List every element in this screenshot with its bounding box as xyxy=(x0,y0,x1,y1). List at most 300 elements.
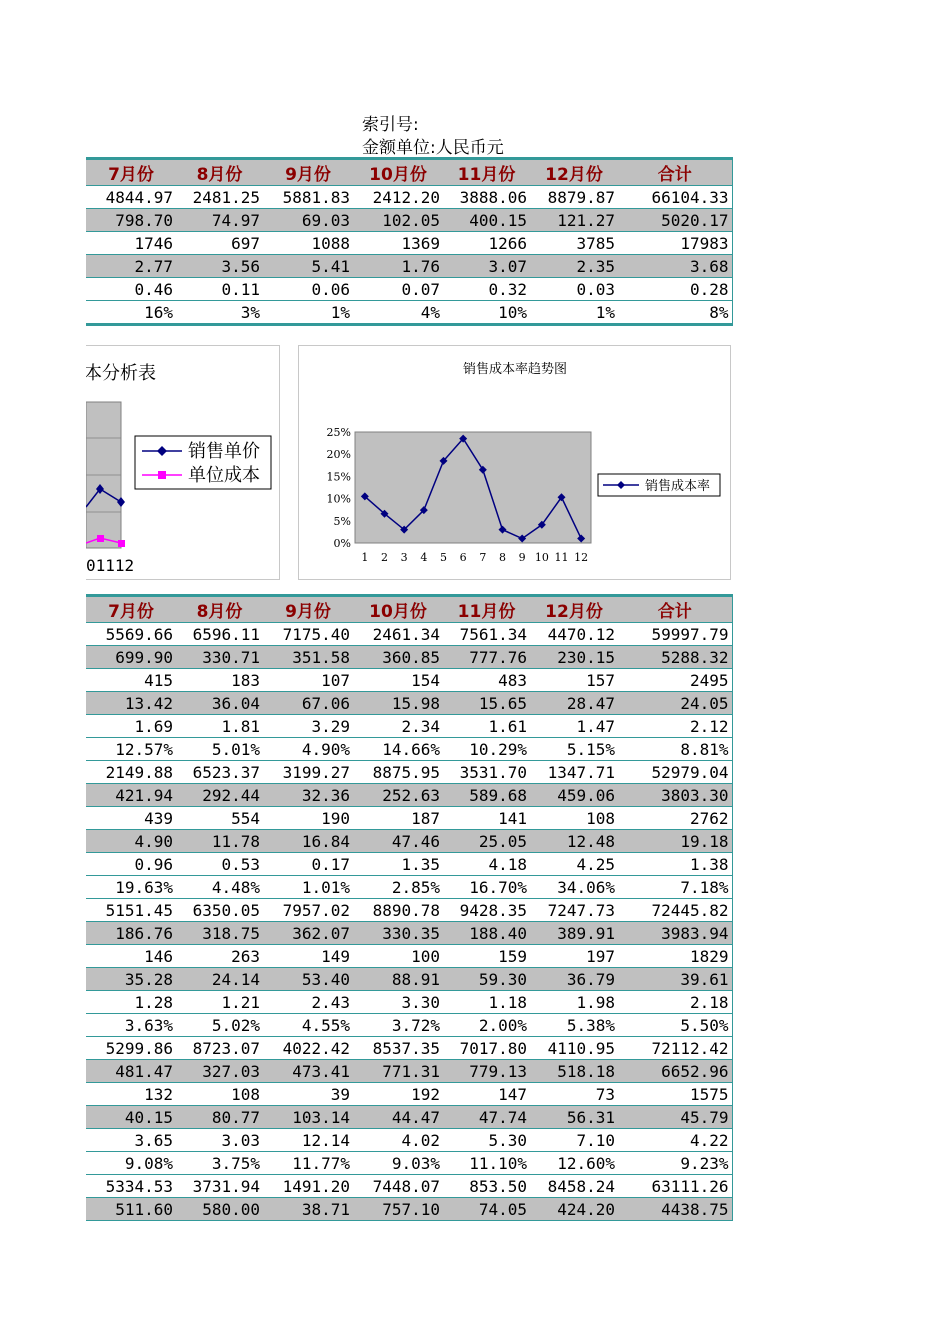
table-cell[interactable]: 149 xyxy=(263,945,353,968)
table-cell[interactable]: 36.79 xyxy=(530,968,618,991)
table-cell[interactable]: 12.60% xyxy=(530,1152,618,1175)
table-cell[interactable]: 146 xyxy=(86,945,176,968)
table-cell[interactable]: 45.79 xyxy=(618,1106,732,1129)
table-cell[interactable]: 9.08% xyxy=(86,1152,176,1175)
table-cell[interactable]: 197 xyxy=(530,945,618,968)
table-cell[interactable]: 3.75% xyxy=(176,1152,263,1175)
table-cell[interactable]: 3785 xyxy=(530,232,618,255)
table-cell[interactable]: 1.38 xyxy=(618,853,732,876)
table-cell[interactable]: 39.61 xyxy=(618,968,732,991)
column-header: 11月份 xyxy=(443,159,530,186)
table-cell[interactable]: 5288.32 xyxy=(618,646,732,669)
table-cell[interactable]: 5334.53 xyxy=(86,1175,176,1198)
table-cell[interactable]: 187 xyxy=(353,807,443,830)
table-cell[interactable]: 5.15% xyxy=(530,738,618,761)
table-cell[interactable]: 1% xyxy=(530,301,618,325)
cost-point-11 xyxy=(97,535,104,542)
table-cell[interactable]: 2412.20 xyxy=(353,186,443,209)
column-header: 9月份 xyxy=(263,596,353,623)
table-cell[interactable]: 8% xyxy=(618,301,732,325)
table-cell[interactable]: 5.02% xyxy=(176,1014,263,1037)
table-cell[interactable]: 183 xyxy=(176,669,263,692)
table-cell[interactable]: 4% xyxy=(353,301,443,325)
table-cell[interactable]: 2495 xyxy=(618,669,732,692)
table-cell[interactable]: 4022.42 xyxy=(263,1037,353,1060)
currency-unit-label: 金额单位:人民币元 xyxy=(362,138,504,158)
table-cell[interactable]: 3531.70 xyxy=(443,761,530,784)
table-cell[interactable]: 6350.05 xyxy=(176,899,263,922)
table-row xyxy=(86,738,732,761)
table-cell[interactable]: 190 xyxy=(263,807,353,830)
y-tick-label: 0% xyxy=(333,537,351,550)
table-cell[interactable]: 1491.20 xyxy=(263,1175,353,1198)
y-tick-label: 5% xyxy=(333,514,351,528)
table-cell[interactable]: 3.56 xyxy=(176,255,263,278)
table-cell[interactable]: 52979.04 xyxy=(618,761,732,784)
table-row xyxy=(86,209,732,232)
price-cost-chart[interactable] xyxy=(86,345,280,580)
table-cell[interactable]: 3.63% xyxy=(86,1014,176,1037)
table-cell[interactable]: 34.06% xyxy=(530,876,618,899)
x-tick-label: 7 xyxy=(479,551,487,564)
table-cell[interactable]: 108 xyxy=(530,807,618,830)
table-row xyxy=(86,899,732,922)
table-cell[interactable]: 8723.07 xyxy=(176,1037,263,1060)
table-cell[interactable]: 8879.87 xyxy=(530,186,618,209)
table-row xyxy=(86,1106,732,1129)
y-tick-label: 20% xyxy=(326,448,351,462)
table-cell[interactable]: 73 xyxy=(530,1083,618,1106)
table-cell[interactable]: 72445.82 xyxy=(618,899,732,922)
column-header: 11月份 xyxy=(443,596,530,623)
price-cost-chart-title: 本分析表 xyxy=(86,363,156,384)
table-cell[interactable]: 1347.71 xyxy=(530,761,618,784)
table-cell[interactable]: 7.10 xyxy=(530,1129,618,1152)
table-cell[interactable]: 141 xyxy=(443,807,530,830)
column-header: 9月份 xyxy=(263,159,353,186)
table-cell[interactable]: 327.03 xyxy=(176,1060,263,1083)
cost-rate-plot-area xyxy=(355,432,591,543)
table-cell[interactable]: 19.63% xyxy=(86,876,176,899)
table-cell[interactable]: 36.04 xyxy=(176,692,263,715)
table-cell[interactable]: 1.28 xyxy=(86,991,176,1014)
table-cell[interactable]: 3888.06 xyxy=(443,186,530,209)
table-cell[interactable]: 1575 xyxy=(618,1083,732,1106)
table-cell[interactable]: 589.68 xyxy=(443,784,530,807)
table-cell[interactable]: 63111.26 xyxy=(618,1175,732,1198)
table-cell[interactable]: 1369 xyxy=(353,232,443,255)
table-cell[interactable]: 4110.95 xyxy=(530,1037,618,1060)
table-cell[interactable]: 15.98 xyxy=(353,692,443,715)
table-cell[interactable]: 9.03% xyxy=(353,1152,443,1175)
table-header-row xyxy=(86,596,732,623)
x-tick-label: 10 xyxy=(534,551,549,564)
table-cell[interactable]: 4.90 xyxy=(86,830,176,853)
table-row xyxy=(86,945,732,968)
table-cell[interactable]: 14.66% xyxy=(353,738,443,761)
table-cell[interactable]: 3199.27 xyxy=(263,761,353,784)
table-cell[interactable]: 3.07 xyxy=(443,255,530,278)
monthly-detail-table xyxy=(86,594,733,1221)
y-tick-label: 25% xyxy=(326,426,351,439)
table-cell[interactable]: 12.57% xyxy=(86,738,176,761)
table-row xyxy=(86,646,732,669)
table-cell[interactable]: 415 xyxy=(86,669,176,692)
table-cell[interactable]: 2.85% xyxy=(353,876,443,899)
table-cell[interactable]: 330.71 xyxy=(176,646,263,669)
table-row xyxy=(86,853,732,876)
table-cell[interactable]: 5.01% xyxy=(176,738,263,761)
table-cell[interactable]: 5151.45 xyxy=(86,899,176,922)
table-cell[interactable]: 697 xyxy=(176,232,263,255)
table-cell[interactable]: 459.06 xyxy=(530,784,618,807)
table-row xyxy=(86,784,732,807)
table-cell[interactable]: 699.90 xyxy=(86,646,176,669)
x-tick-label: 9 xyxy=(518,551,526,564)
table-cell[interactable]: 0.28 xyxy=(618,278,732,301)
table-cell[interactable]: 1.61 xyxy=(443,715,530,738)
table-cell[interactable]: 2481.25 xyxy=(176,186,263,209)
table-row xyxy=(86,922,732,945)
table-cell[interactable]: 9.23% xyxy=(618,1152,732,1175)
legend-label-cost: 单位成本 xyxy=(188,465,260,486)
table-cell[interactable]: 159 xyxy=(443,945,530,968)
table-row xyxy=(86,692,732,715)
table-cell[interactable]: 777.76 xyxy=(443,646,530,669)
table-cell[interactable]: 11.10% xyxy=(443,1152,530,1175)
table-row xyxy=(86,991,732,1014)
table-cell[interactable]: 2.35 xyxy=(530,255,618,278)
table-cell[interactable]: 24.05 xyxy=(618,692,732,715)
table-cell[interactable]: 16.70% xyxy=(443,876,530,899)
table-cell[interactable]: 3731.94 xyxy=(176,1175,263,1198)
table-cell[interactable]: 0.46 xyxy=(86,278,176,301)
table-row xyxy=(86,807,732,830)
table-cell[interactable]: 330.35 xyxy=(353,922,443,945)
table-cell[interactable]: 67.06 xyxy=(263,692,353,715)
table-cell[interactable]: 0.07 xyxy=(353,278,443,301)
table-cell[interactable]: 7247.73 xyxy=(530,899,618,922)
table-cell[interactable]: 2.34 xyxy=(353,715,443,738)
table-cell[interactable]: 230.15 xyxy=(530,646,618,669)
index-number-label: 索引号: xyxy=(362,115,419,135)
table-cell[interactable]: 59997.79 xyxy=(618,623,732,646)
table-cell[interactable]: 483 xyxy=(443,669,530,692)
table-cell[interactable]: 252.63 xyxy=(353,784,443,807)
table-cell[interactable]: 580.00 xyxy=(176,1198,263,1221)
table-cell[interactable]: 44.47 xyxy=(353,1106,443,1129)
table-row xyxy=(86,1198,732,1221)
table-row xyxy=(86,1083,732,1106)
column-header: 12月份 xyxy=(530,596,618,623)
table-cell[interactable]: 4.55% xyxy=(263,1014,353,1037)
x-tick-label: 12 xyxy=(574,551,589,564)
table-cell[interactable]: 400.15 xyxy=(443,209,530,232)
table-cell[interactable]: 360.85 xyxy=(353,646,443,669)
table-cell[interactable]: 424.20 xyxy=(530,1198,618,1221)
table-cell[interactable]: 4470.12 xyxy=(530,623,618,646)
table-cell[interactable]: 80.77 xyxy=(176,1106,263,1129)
table-cell[interactable]: 3.30 xyxy=(353,991,443,1014)
table-cell[interactable]: 389.91 xyxy=(530,922,618,945)
table-row xyxy=(86,761,732,784)
table-row xyxy=(86,876,732,899)
table-cell[interactable]: 4.22 xyxy=(618,1129,732,1152)
summary-table-top xyxy=(86,157,733,326)
table-cell[interactable]: 421.94 xyxy=(86,784,176,807)
table-cell[interactable]: 74.97 xyxy=(176,209,263,232)
table-cell[interactable]: 10% xyxy=(443,301,530,325)
legend-label-rate: 销售成本率 xyxy=(645,479,711,494)
table-cell[interactable]: 7175.40 xyxy=(263,623,353,646)
table-row xyxy=(86,968,732,991)
column-header: 7月份 xyxy=(86,159,176,186)
table-row xyxy=(86,1152,732,1175)
table-cell[interactable]: 47.46 xyxy=(353,830,443,853)
table-cell[interactable]: 74.05 xyxy=(443,1198,530,1221)
table-cell[interactable]: 7957.02 xyxy=(263,899,353,922)
table-row xyxy=(86,1175,732,1198)
table-cell[interactable]: 66104.33 xyxy=(618,186,732,209)
table-cell[interactable]: 1.76 xyxy=(353,255,443,278)
table-cell[interactable]: 102.05 xyxy=(353,209,443,232)
table-cell[interactable]: 53.40 xyxy=(263,968,353,991)
table-row xyxy=(86,278,732,301)
table-cell[interactable]: 1.21 xyxy=(176,991,263,1014)
table-cell[interactable]: 1.47 xyxy=(530,715,618,738)
table-cell[interactable]: 0.11 xyxy=(176,278,263,301)
table-cell[interactable]: 473.41 xyxy=(263,1060,353,1083)
table-cell[interactable]: 11.78 xyxy=(176,830,263,853)
table-cell[interactable]: 28.47 xyxy=(530,692,618,715)
table-cell[interactable]: 2.12 xyxy=(618,715,732,738)
table-row xyxy=(86,715,732,738)
table-header-row xyxy=(86,159,732,186)
table-cell[interactable]: 1.01% xyxy=(263,876,353,899)
table-cell[interactable]: 24.14 xyxy=(176,968,263,991)
table-cell[interactable]: 1.18 xyxy=(443,991,530,1014)
table-cell[interactable]: 1.98 xyxy=(530,991,618,1014)
table-cell[interactable]: 8875.95 xyxy=(353,761,443,784)
table-cell[interactable]: 554 xyxy=(176,807,263,830)
table-cell[interactable]: 40.15 xyxy=(86,1106,176,1129)
table-cell[interactable]: 6652.96 xyxy=(618,1060,732,1083)
legend-marker-cost xyxy=(158,471,166,479)
table-cell[interactable]: 2.77 xyxy=(86,255,176,278)
price-cost-chart-svg xyxy=(86,346,279,579)
table-cell[interactable]: 7017.80 xyxy=(443,1037,530,1060)
table-cell[interactable]: 35.28 xyxy=(86,968,176,991)
table-cell[interactable]: 121.27 xyxy=(530,209,618,232)
table-cell[interactable]: 38.71 xyxy=(263,1198,353,1221)
table-cell[interactable]: 2.18 xyxy=(618,991,732,1014)
table-cell[interactable]: 0.32 xyxy=(443,278,530,301)
table-cell[interactable]: 5881.83 xyxy=(263,186,353,209)
table-row xyxy=(86,255,732,278)
table-cell[interactable]: 10.29% xyxy=(443,738,530,761)
table-cell[interactable]: 518.18 xyxy=(530,1060,618,1083)
table-cell[interactable]: 32.36 xyxy=(263,784,353,807)
table-cell[interactable]: 12.48 xyxy=(530,830,618,853)
x-tick-label: 6 xyxy=(459,551,467,564)
table-cell[interactable]: 4.90% xyxy=(263,738,353,761)
table-cell[interactable]: 5020.17 xyxy=(618,209,732,232)
legend-label-price: 销售单价 xyxy=(188,441,260,462)
table-cell[interactable]: 0.53 xyxy=(176,853,263,876)
column-header: 12月份 xyxy=(530,159,618,186)
table-cell[interactable]: 2.00% xyxy=(443,1014,530,1037)
table-cell[interactable]: 3803.30 xyxy=(618,784,732,807)
table-cell[interactable]: 56.31 xyxy=(530,1106,618,1129)
table-cell[interactable]: 69.03 xyxy=(263,209,353,232)
x-tick-label: 4 xyxy=(420,551,428,564)
table-cell[interactable]: 5569.66 xyxy=(86,623,176,646)
table-cell[interactable]: 0.06 xyxy=(263,278,353,301)
table-cell[interactable]: 154 xyxy=(353,669,443,692)
table-cell[interactable]: 13.42 xyxy=(86,692,176,715)
table-cell[interactable]: 362.07 xyxy=(263,922,353,945)
table-cell[interactable]: 779.13 xyxy=(443,1060,530,1083)
table-cell[interactable]: 2762 xyxy=(618,807,732,830)
table-cell[interactable]: 8537.35 xyxy=(353,1037,443,1060)
table-cell[interactable]: 47.74 xyxy=(443,1106,530,1129)
table-cell[interactable]: 59.30 xyxy=(443,968,530,991)
table-cell[interactable]: 157 xyxy=(530,669,618,692)
x-tick-label: 1 xyxy=(361,551,369,564)
table-cell[interactable]: 7561.34 xyxy=(443,623,530,646)
table-cell[interactable]: 481.47 xyxy=(86,1060,176,1083)
table-cell[interactable]: 1266 xyxy=(443,232,530,255)
table-cell[interactable]: 11.77% xyxy=(263,1152,353,1175)
table-row xyxy=(86,1129,732,1152)
table-cell[interactable]: 3.29 xyxy=(263,715,353,738)
column-header: 8月份 xyxy=(176,159,263,186)
table-cell[interactable]: 0.17 xyxy=(263,853,353,876)
table-cell[interactable]: 511.60 xyxy=(86,1198,176,1221)
table-cell[interactable]: 107 xyxy=(263,669,353,692)
table-cell[interactable]: 798.70 xyxy=(86,209,176,232)
x-tick-label: 3 xyxy=(400,551,408,564)
table-cell[interactable]: 25.05 xyxy=(443,830,530,853)
table-cell[interactable]: 4.02 xyxy=(353,1129,443,1152)
table-cell[interactable]: 7448.07 xyxy=(353,1175,443,1198)
table-cell[interactable]: 3.65 xyxy=(86,1129,176,1152)
cost-rate-chart-title: 销售成本率趋势图 xyxy=(462,362,568,377)
table-cell[interactable]: 6523.37 xyxy=(176,761,263,784)
table-cell[interactable]: 5.41 xyxy=(263,255,353,278)
table-cell[interactable]: 3.68 xyxy=(618,255,732,278)
table-cell[interactable]: 3983.94 xyxy=(618,922,732,945)
table-cell[interactable]: 853.50 xyxy=(443,1175,530,1198)
table-cell[interactable]: 16% xyxy=(86,301,176,325)
column-header: 10月份 xyxy=(353,159,443,186)
table-row xyxy=(86,623,732,646)
table-cell[interactable]: 12.14 xyxy=(263,1129,353,1152)
table-cell[interactable]: 4.18 xyxy=(443,853,530,876)
table-cell[interactable]: 17983 xyxy=(618,232,732,255)
column-header: 7月份 xyxy=(86,596,176,623)
y-tick-label: 10% xyxy=(326,492,351,506)
table-cell[interactable]: 132 xyxy=(86,1083,176,1106)
table-cell[interactable]: 7.18% xyxy=(618,876,732,899)
table-cell[interactable]: 5299.86 xyxy=(86,1037,176,1060)
table-cell[interactable]: 5.50% xyxy=(618,1014,732,1037)
table-cell[interactable]: 4438.75 xyxy=(618,1198,732,1221)
table-cell[interactable]: 3.72% xyxy=(353,1014,443,1037)
table-row xyxy=(86,301,732,325)
table-cell[interactable]: 1% xyxy=(263,301,353,325)
table-cell[interactable]: 39 xyxy=(263,1083,353,1106)
table-row xyxy=(86,830,732,853)
table-row xyxy=(86,669,732,692)
table-row xyxy=(86,1014,732,1037)
table-cell[interactable]: 8.81% xyxy=(618,738,732,761)
table-cell[interactable]: 0.96 xyxy=(86,853,176,876)
y-tick-label: 15% xyxy=(326,470,351,484)
table-cell[interactable]: 439 xyxy=(86,807,176,830)
table-cell[interactable]: 263 xyxy=(176,945,263,968)
table-cell[interactable]: 3% xyxy=(176,301,263,325)
table-row xyxy=(86,1060,732,1083)
x-tick-label: 11 xyxy=(554,551,569,564)
table-cell[interactable]: 1.35 xyxy=(353,853,443,876)
table-cell[interactable]: 88.91 xyxy=(353,968,443,991)
table-cell[interactable]: 9428.35 xyxy=(443,899,530,922)
table-cell[interactable]: 1.81 xyxy=(176,715,263,738)
table-cell[interactable]: 100 xyxy=(353,945,443,968)
table-cell[interactable]: 1088 xyxy=(263,232,353,255)
table-cell[interactable]: 4.25 xyxy=(530,853,618,876)
table-cell[interactable]: 1.69 xyxy=(86,715,176,738)
x-tick-label: 5 xyxy=(440,551,447,564)
table-cell[interactable]: 6596.11 xyxy=(176,623,263,646)
table-cell[interactable]: 8890.78 xyxy=(353,899,443,922)
table-cell[interactable]: 186.76 xyxy=(86,922,176,945)
table-cell[interactable]: 192 xyxy=(353,1083,443,1106)
table-cell[interactable]: 15.65 xyxy=(443,692,530,715)
table-cell[interactable]: 188.40 xyxy=(443,922,530,945)
table-cell[interactable]: 103.14 xyxy=(263,1106,353,1129)
table-cell[interactable]: 757.10 xyxy=(353,1198,443,1221)
table-cell[interactable]: 4.48% xyxy=(176,876,263,899)
column-header: 合计 xyxy=(618,596,732,623)
table-cell[interactable]: 147 xyxy=(443,1083,530,1106)
table-cell[interactable]: 4844.97 xyxy=(86,186,176,209)
table-cell[interactable]: 72112.42 xyxy=(618,1037,732,1060)
table-cell[interactable]: 771.31 xyxy=(353,1060,443,1083)
table-cell[interactable]: 2149.88 xyxy=(86,761,176,784)
price-cost-x-ticks: 01112 xyxy=(86,556,135,575)
table-cell[interactable]: 0.03 xyxy=(530,278,618,301)
cost-rate-trend-chart[interactable] xyxy=(298,345,731,580)
x-tick-label: 8 xyxy=(499,551,506,564)
table-cell[interactable]: 1746 xyxy=(86,232,176,255)
table-cell[interactable]: 292.44 xyxy=(176,784,263,807)
table-cell[interactable]: 19.18 xyxy=(618,830,732,853)
table-cell[interactable]: 2461.34 xyxy=(353,623,443,646)
table-cell[interactable]: 8458.24 xyxy=(530,1175,618,1198)
table-cell[interactable]: 5.30 xyxy=(443,1129,530,1152)
table-cell[interactable]: 5.38% xyxy=(530,1014,618,1037)
table-cell[interactable]: 351.58 xyxy=(263,646,353,669)
table-cell[interactable]: 3.03 xyxy=(176,1129,263,1152)
table-cell[interactable]: 318.75 xyxy=(176,922,263,945)
table-cell[interactable]: 2.43 xyxy=(263,991,353,1014)
table-cell[interactable]: 108 xyxy=(176,1083,263,1106)
table-cell[interactable]: 1829 xyxy=(618,945,732,968)
table-row xyxy=(86,186,732,209)
table-cell[interactable]: 16.84 xyxy=(263,830,353,853)
